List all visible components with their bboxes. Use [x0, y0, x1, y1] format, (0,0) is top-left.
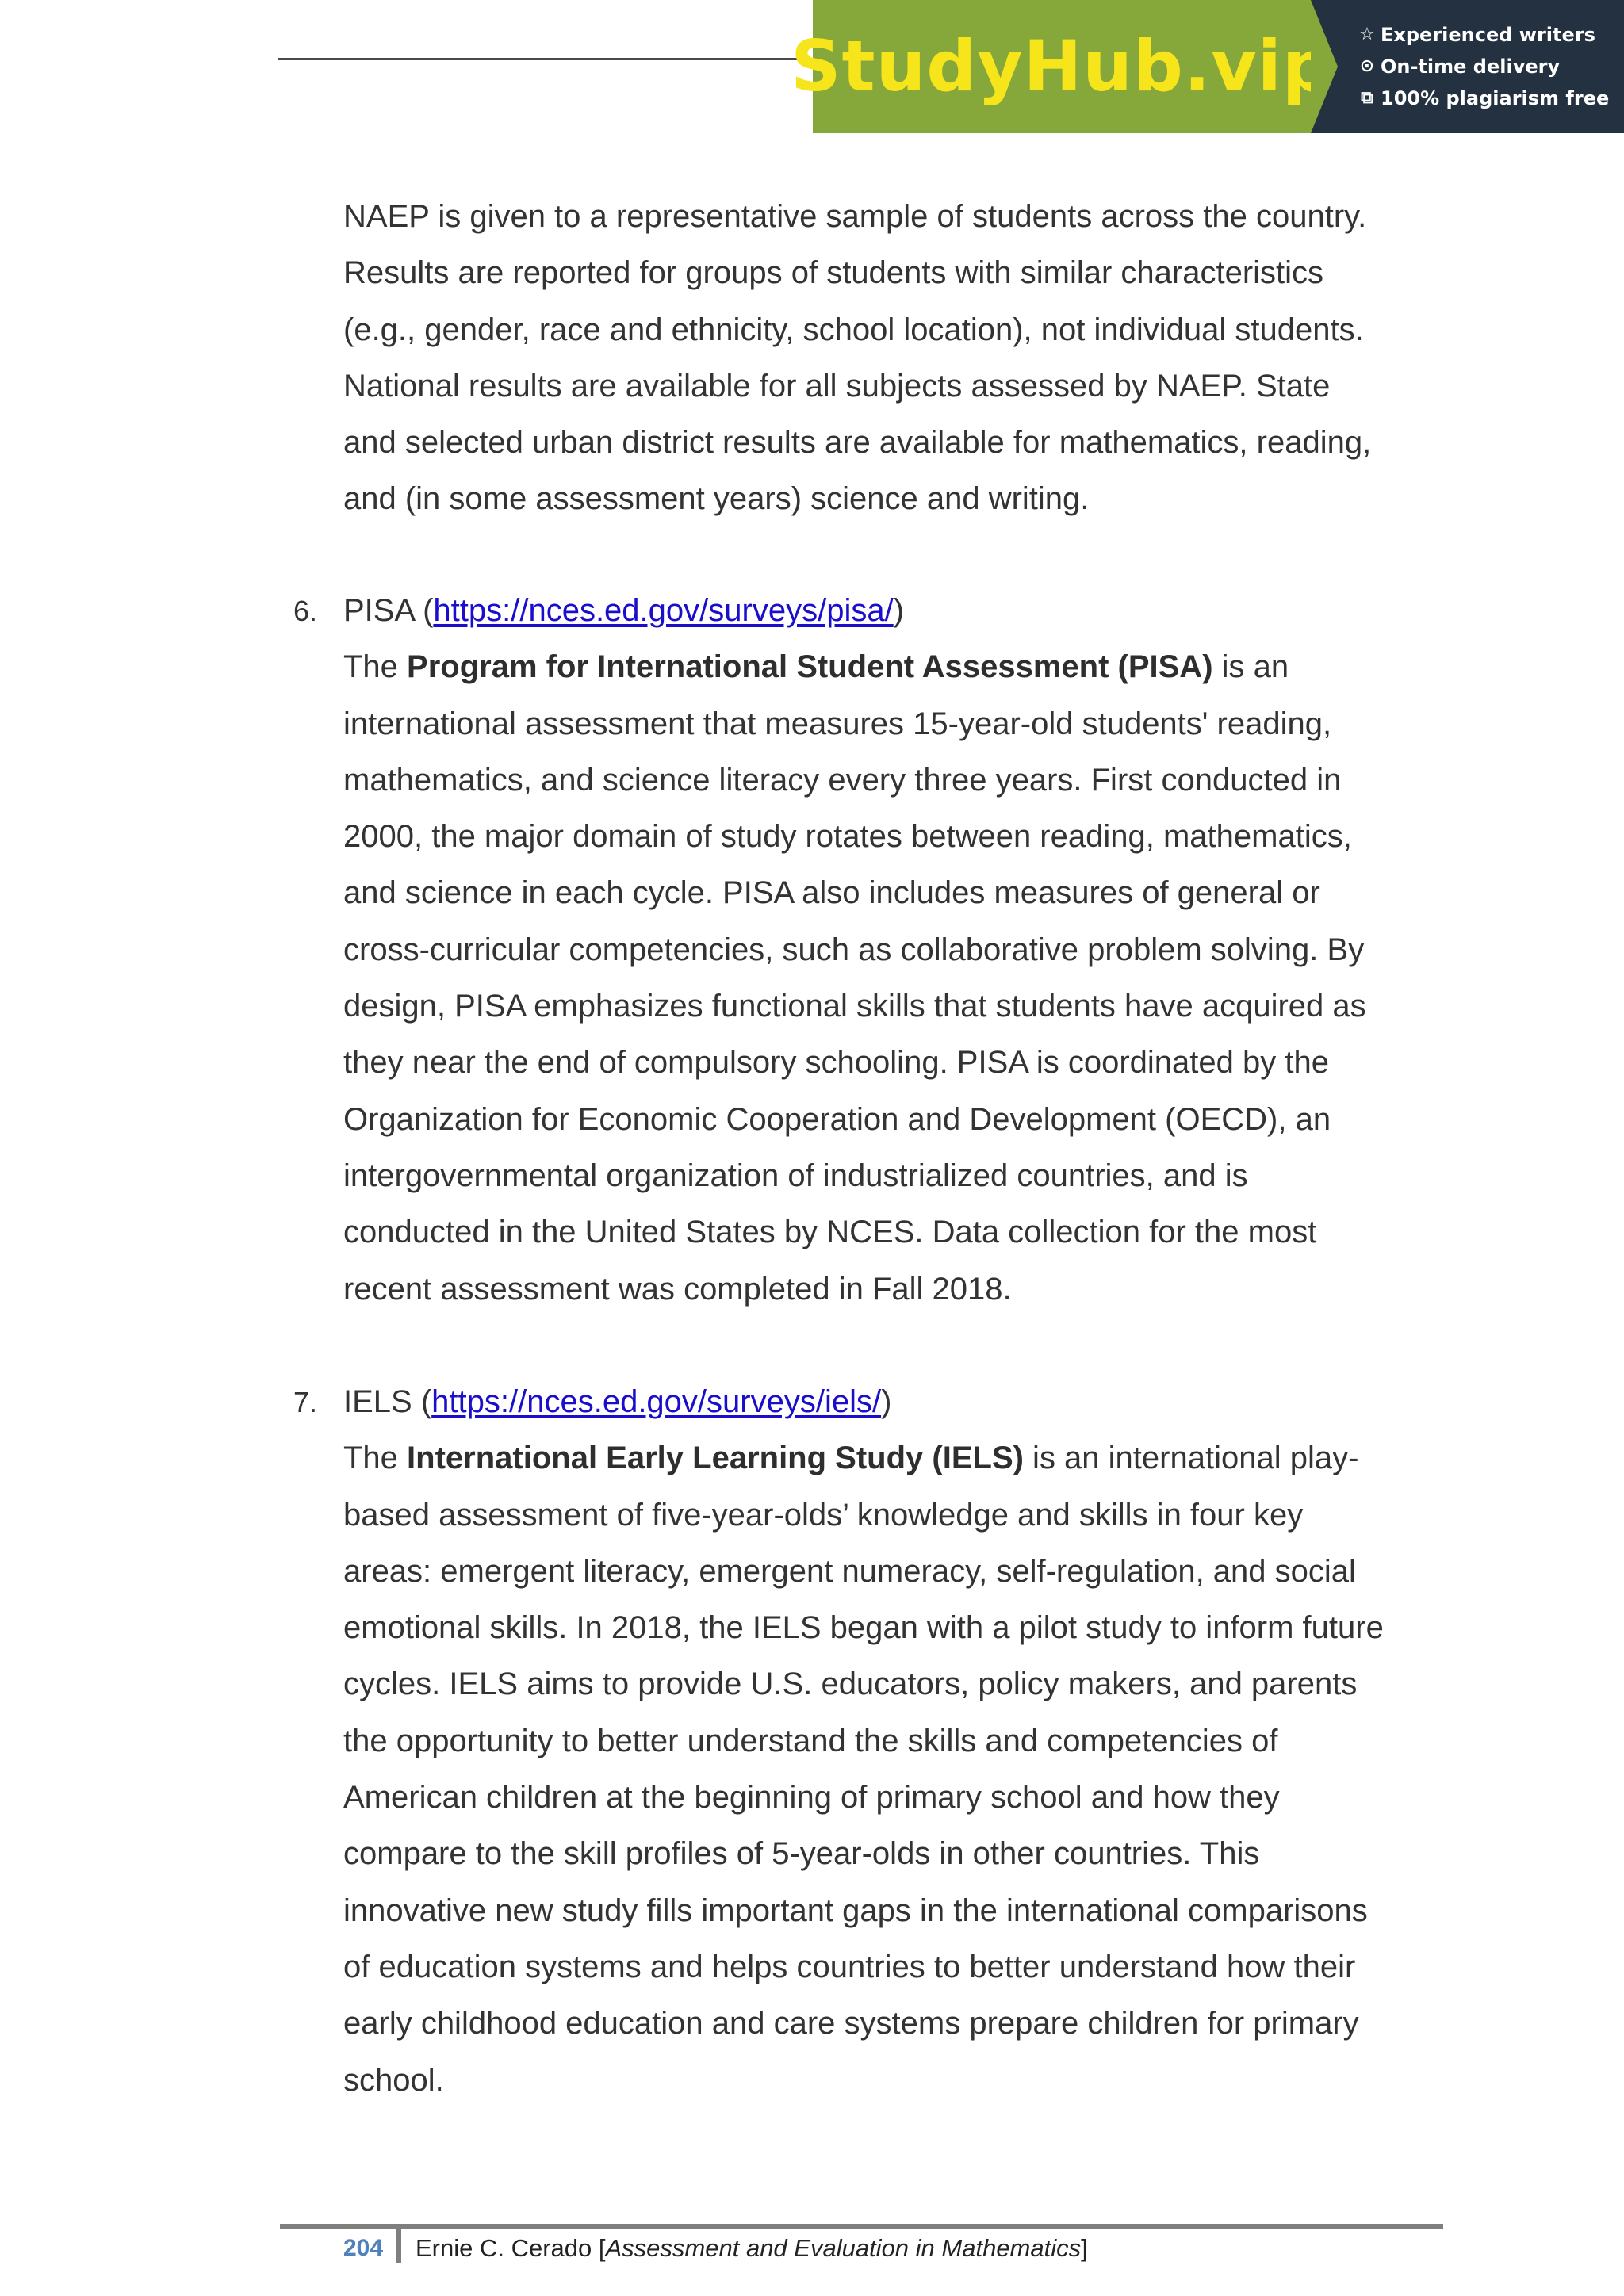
banner-features	[1311, 0, 1624, 133]
text-line	[343, 639, 1454, 695]
pisa-name: PISA	[343, 593, 414, 628]
footer-citation	[416, 2229, 1088, 2267]
text-line: of education systems and helps countries to better understand how their	[343, 1949, 1356, 1984]
text-line: NAEP is given to a representative sample of students across the country.	[343, 199, 1367, 234]
text-fragment: is an international play-	[1023, 1441, 1359, 1476]
text-line: the opportunity to better understand the skills and competencies of	[343, 1723, 1278, 1758]
feature-plagiarism-free	[1357, 85, 1624, 112]
text-fragment: The	[343, 1441, 408, 1476]
iels-heading: IELS (https://nces.ed.gov/surveys/iels/)	[343, 1384, 892, 1419]
page-number: 204	[343, 2235, 384, 2261]
text-line: they near the end of compulsory schooling. PISA is coordinated by the	[343, 1045, 1329, 1081]
text-line: Organization for Economic Cooperation and Development (OECD), an	[343, 1101, 1331, 1137]
text-line: intergovernmental organization of industrialized countries, and is	[343, 1158, 1248, 1193]
text-line: and science in each cycle. PISA also includes measures of general or	[343, 875, 1320, 911]
text-line: and (in some assessment years) science and writing.	[343, 481, 1090, 517]
iels-bold-name: International Early Learning Study (IELS)	[407, 1441, 1024, 1476]
feature-label: 100% plagiarism free	[1381, 87, 1610, 109]
text-line: mathematics, and science literacy every three years. First conducted in	[343, 762, 1342, 798]
pisa-link[interactable]: https://nces.ed.gov/surveys/pisa/	[433, 593, 894, 628]
banner-logo[interactable]	[791, 0, 1333, 133]
feature-on-time-delivery	[1357, 53, 1624, 80]
clock-icon: ⊙	[1359, 56, 1375, 76]
text-line: emotional skills. In 2018, the IELS began with a pilot study to inform future	[343, 1610, 1384, 1646]
text-line: compare to the skill profiles of 5-year-olds in other countries. This	[343, 1836, 1260, 1872]
footer-bracket: ]	[1081, 2234, 1088, 2262]
iels-item	[343, 1374, 1454, 2109]
pisa-heading: PISA (https://nces.ed.gov/surveys/pisa/)	[343, 593, 905, 628]
footer-author: Ernie C. Cerado [	[416, 2234, 606, 2262]
feature-label: Experienced writers	[1381, 24, 1595, 46]
star-icon: ☆	[1359, 25, 1375, 44]
text-line: recent assessment was completed in Fall 2018.	[343, 1271, 1012, 1307]
footer-book-title: Assessment and Evaluation in Mathematics	[605, 2234, 1082, 2262]
text-line: National results are available for all subjects assessed by NAEP. State	[343, 368, 1331, 404]
naep-paragraph	[343, 189, 1454, 528]
list-number-6: 6.	[293, 595, 318, 627]
text-line: and selected urban district results are available for mathematics, reading,	[343, 425, 1372, 461]
text-fragment: The	[343, 649, 408, 685]
studyhub-banner[interactable]	[791, 0, 1624, 133]
text-line: (e.g., gender, race and ethnicity, school location), not individual students.	[343, 312, 1364, 347]
text-line: American children at the beginning of primary school and how they	[343, 1780, 1280, 1816]
header-rule	[278, 58, 817, 60]
text-line: Results are reported for groups of students with similar characteristics	[343, 255, 1324, 291]
text-line: areas: emergent literacy, emergent numeracy, self-regulation, and social	[343, 1553, 1356, 1589]
pisa-bold-name: Program for International Student Assessment (PISA)	[407, 649, 1213, 685]
text-fragment: is an	[1212, 649, 1289, 685]
text-line	[343, 1430, 1454, 1487]
text-line: innovative new study fills important gaps in the international comparisons	[343, 1892, 1368, 1928]
iels-link[interactable]: https://nces.ed.gov/surveys/iels/	[431, 1384, 882, 1419]
text-line: school.	[343, 2062, 444, 2098]
footer-rule	[280, 2224, 1443, 2229]
feature-label: On-time delivery	[1381, 55, 1561, 78]
text-line: international assessment that measures 15-year-old students' reading,	[343, 706, 1332, 741]
text-line: early childhood education and care systems prepare children for primary	[343, 2006, 1359, 2042]
text-line: cycles. IELS aims to provide U.S. educators, policy makers, and parents	[343, 1667, 1358, 1702]
text-line: based assessment of five-year-olds’ knowledge and skills in four key	[343, 1497, 1304, 1533]
footer-separator	[396, 2228, 401, 2263]
pisa-item	[343, 583, 1454, 1318]
feature-experienced-writers	[1357, 21, 1624, 48]
text-line: conducted in the United States by NCES. Data collection for the most	[343, 1215, 1317, 1250]
text-line: cross-curricular competencies, such as collaborative problem solving. By	[343, 932, 1365, 967]
text-line: design, PISA emphasizes functional skills that students have acquired as	[343, 989, 1366, 1024]
copy-icon: ⧉	[1361, 88, 1373, 108]
iels-name: IELS	[343, 1384, 412, 1419]
list-number-7: 7.	[293, 1386, 318, 1418]
banner-logo-text: StudyHub.vip	[791, 25, 1333, 107]
text-line: 2000, the major domain of study rotates between reading, mathematics,	[343, 819, 1352, 855]
